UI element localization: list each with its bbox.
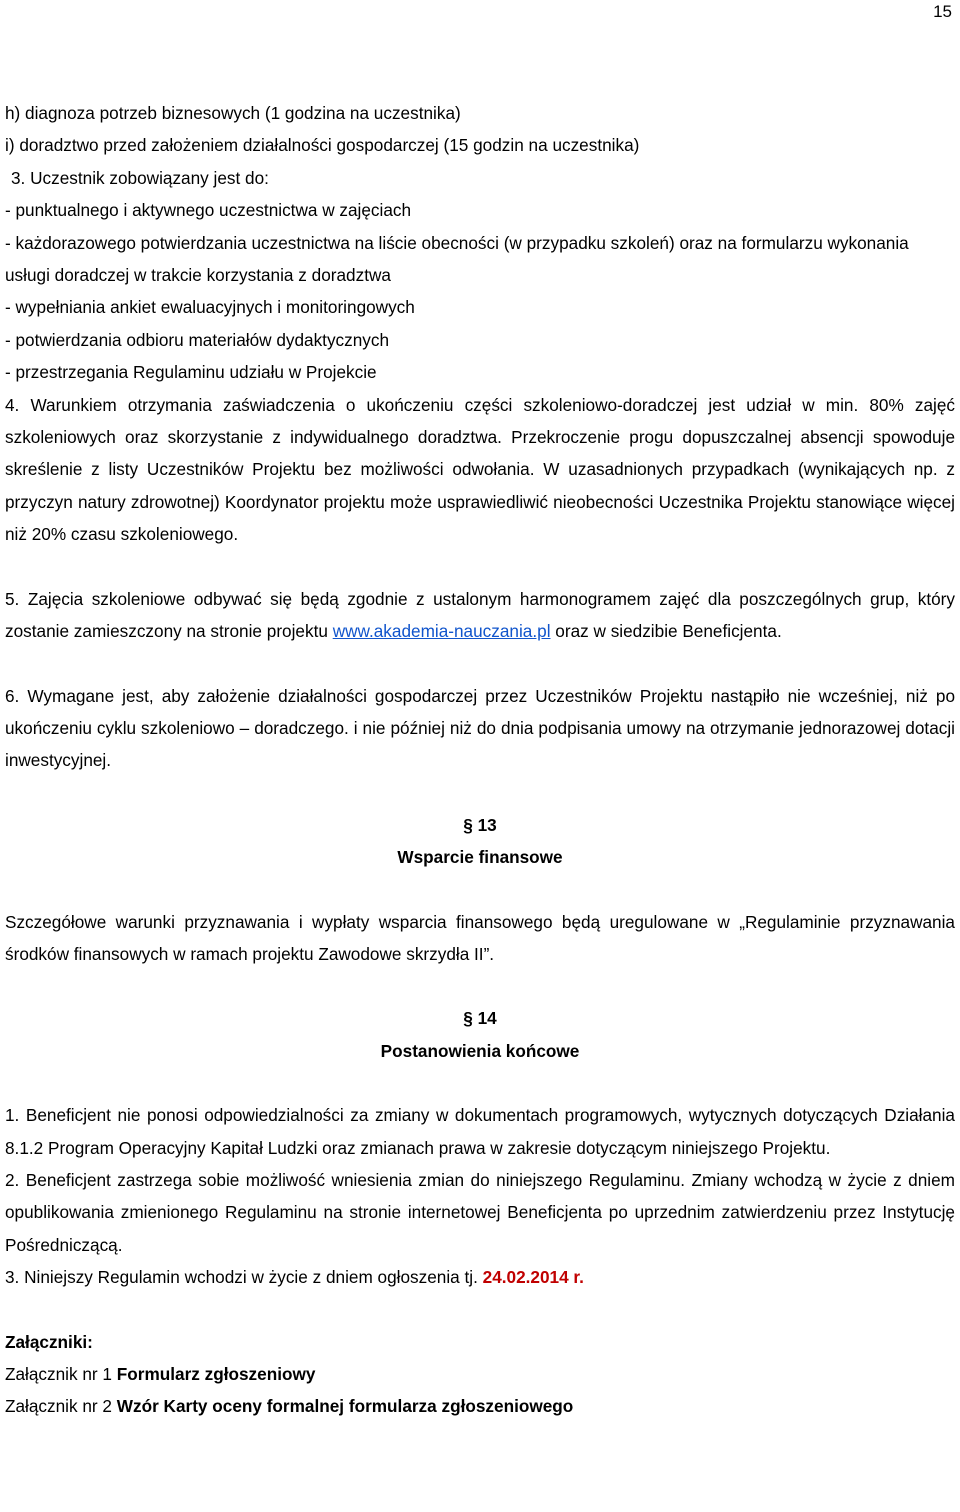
section-13-number: § 13 [463,814,497,835]
attachments-heading: Załączniki: [5,1331,93,1352]
spacer [5,1294,955,1326]
section-13-title: Wsparcie finansowe [397,847,563,868]
point-3-heading: 3. Uczestnik zobowiązany jest do: [11,167,269,188]
point-5-text-end: oraz w siedzibie Beneficjenta. [550,621,782,642]
section-14-point-2: 2. Beneficjent zastrzega sobie możliwość wniesienia zmian do niniejszego Regulaminu. Zmiany wchodzą w życie z dniem opublikowania zmienionego Regulaminu na stronie internetowej Beneficjenta po uprzednim zatwierdzeniu przez Instytucję Pośredniczącą. [5,1169,955,1255]
project-website-link[interactable]: www.akademia-nauczania.pl [332,621,551,642]
paragraph-i: i) doradztwo przed założeniem działalności gospodarczej (15 godzin na uczestnika) [5,135,640,156]
spacer [5,970,955,1002]
section-14-point-1: 1. Beneficjent nie ponosi odpowiedzialności za zmiany w dokumentach programowych, wytycznych dotyczących Działania 8.1.2 Program Operacyjny Kapitał Ludzki oraz zmianach prawa w zakresie dotyczącym niniejszego Projektu. [5,1105,955,1158]
point-6: 6. Wymagane jest, aby założenie działalności gospodarczej przez Uczestników Projektu nastąpiło nie wcześniej, niż po ukończeniu cyklu szkoleniowo – doradczego. i nie później niż do dnia podpisania umowy na otrzymanie jednorazowej dotacji inwestycyjnej. [5,685,955,771]
spacer [5,551,955,583]
list-item: - każdorazowego potwierdzania uczestnictwa na liście obecności (w przypadku szkoleń) oraz na formularzu wykonania usługi doradczej w trakcie korzystania z doradztwa [5,232,909,286]
point-5 [5,583,955,648]
page-number: 15 [933,2,952,21]
attachment-item [5,1358,955,1390]
attachment-prefix: Załącznik nr 2 [5,1396,117,1417]
list-item: - punktualnego i aktywnego uczestnictwa w zajęciach [5,200,412,221]
section-13-text: Szczegółowe warunki przyznawania i wypłaty wsparcia finansowego będą uregulowane w „Regulaminie przyznawania środków finansowych w ramach projektu Zawodowe skrzydła II”. [5,911,955,964]
paragraph-h: h) diagnoza potrzeb biznesowych (1 godzina na uczestnika) [5,103,461,123]
spacer [5,648,955,680]
point-5-text: 5. Zajęcia szkoleniowe odbywać się będą zgodnie z ustalonym harmonogramem zajęć dla poszczególnych grup, który zostanie zamieszczony na stronie projektu [5,588,955,642]
attachment-item [5,1390,955,1422]
section-14-title: Postanowienia końcowe [380,1040,580,1061]
list-item: - przestrzegania Regulaminu udziału w Projekcie [5,362,377,383]
spacer [5,1067,955,1099]
spacer [5,777,955,809]
effective-date: 24.02.2014 r. [482,1267,584,1288]
point-3-text: 3. Niniejszy Regulamin wchodzi w życie z dniem ogłoszenia tj. [5,1267,483,1288]
attachment-name: Formularz zgłoszeniowy [116,1364,316,1384]
section-14-point-3 [5,1261,955,1293]
document-body [5,97,955,1423]
attachment-prefix: Załącznik nr 1 [5,1364,117,1384]
list-item: - potwierdzania odbioru materiałów dydaktycznych [5,329,390,350]
attachment-name: Wzór Karty oceny formalnej formularza zgłoszeniowego [116,1396,574,1417]
point-4: 4. Warunkiem otrzymania zaświadczenia o ukończeniu części szkoleniowo-doradczej jest udział w min. 80% zajęć szkoleniowych oraz skorzystanie z indywidualnego doradztwa. Przekroczenie progu dopuszczalnej absencji spowoduje skreślenie z listy Uczestników Projektu bez możliwości odwołania. W uzasadnionych przypadkach (wynikających np. z przyczyn natury zdrowotnej) Koordynator projektu może usprawiedliwić nieobecności Uczestnika Projektu stanowiące więcej niż 20% czasu szkoleniowego. [5,394,955,545]
section-14-number: § 14 [463,1008,497,1029]
spacer [5,874,955,906]
list-item: - wypełniania ankiet ewaluacyjnych i monitoringowych [5,297,415,318]
